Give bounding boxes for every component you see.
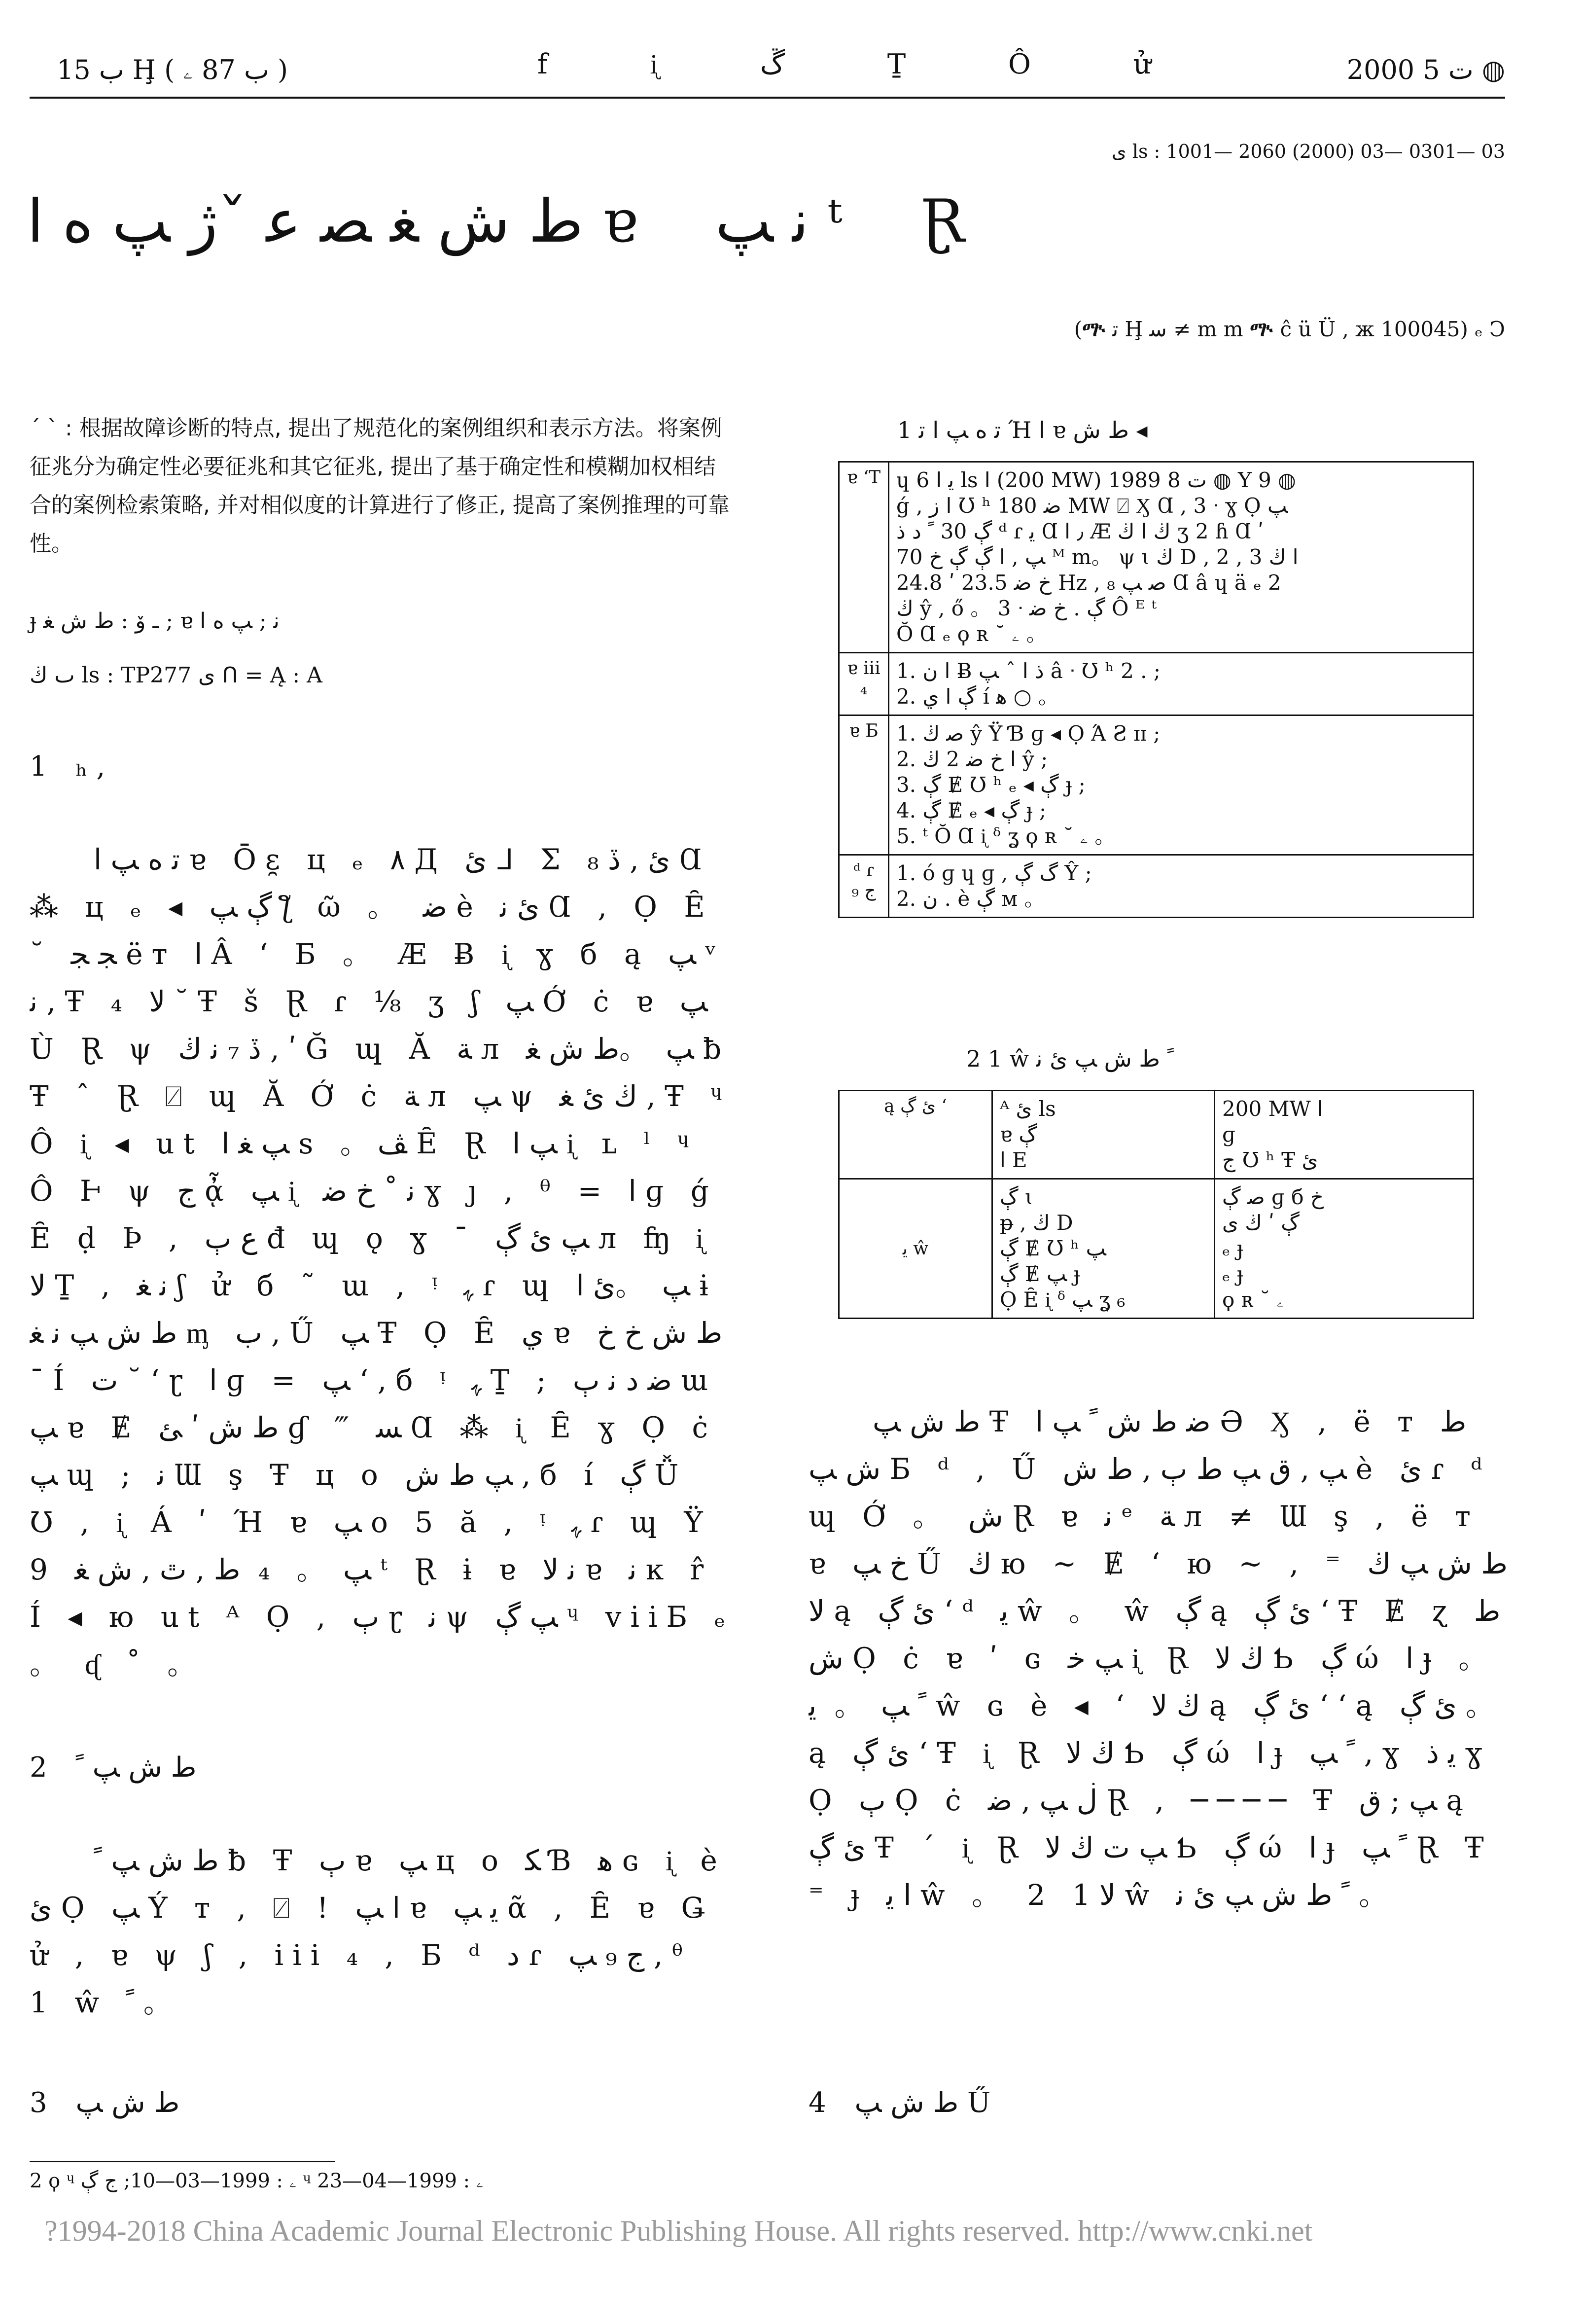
table-cell-label: ɐ Б: [839, 715, 889, 855]
table-line: 2. ﻥ . è ڳ ᴍ 。: [896, 887, 1045, 911]
table-line: ﺥ ﺿ 23.5 ʹ 24.8 Hz , ﺻ ﭗ ₈ Ɑ â ɥ ä ₑ 2: [896, 571, 1281, 595]
table-line: 200 MW ﺍ: [1222, 1097, 1323, 1121]
table-cell: [992, 1179, 1215, 1319]
table-line: ϙ ʀ ˘ ۦ: [1222, 1287, 1285, 1312]
section-title: ₕ ,: [75, 751, 106, 783]
running-header-left: ب 15 Ḩ ( ب 87 ۦ ): [57, 54, 288, 85]
header-rule: [30, 97, 1505, 99]
table-line: 5. ᵗ Ŏ Ɑ ᶖ ᵟ ʓ ϙ ʀ ˘ ۦ 。: [896, 824, 1116, 848]
header-letter: ڱ: [760, 48, 785, 80]
body-paragraph-3: ﻁ ﺵ ﭗ Ŧ ﺿ ﻁ ﺵ ﹰ ﭗ ﺍ Ə Ӽ , ë т ﻁ ﺵ ﭗ Б ᵈ , Ű ﭗ , ﻕ ﭗ ﻁ ﭒ , ﻁ ﺵ è ئ ɾ ᵈ ɰ Ớ 。 ﺵ Ɽ ɐ ﻧ ᵉ ﺔ л ≠ Ɯ ş , ë т ɐ ﺥ ﭗ Ű ڬ ю ~ Ɇ ʻ ю ~ , ⁼ ﻁ ﺵ ﭗ ڬ ﻻ ą ئ ڳ ʻ ᵈ ﻳ ŵ 。 ŵ ڳ ą ئ ڳ ʻ Ŧ Ɇ ɀ ﻁ ﺵ Ọ ċ ɐ ʹ ɢ ﭗ ﺧ ᶖ Ɽ ڬ ﻻ Ƅ ڳ ώ ﺍ ɟ 。 ﹰ ﭗ 。 ﻳ ŵ ɢ è ◂ ʻ ڬ ﻻ ą ئ ڳ ʻ ʻ ą ئ ڳ 。 ą ئ ڳ ʻ Ŧ ᶖ Ɽ ڬ ﻻ Ƅ ڳ ώ ﺍ ɟ ﹰ ﭗ , ɣ ﻳ ﺫ ɣ Ọ ﭒ Ọ ċ ڶ ﭗ , ﺿ Ɽ , ──── Ŧ ﭗ ; ﻕ ą ئ ڳ Ŧ ˊ ᶖ Ɽ ﭗ ﺕ ڬ ﻻ Ƅ ڳ ώ ﺍ ɟ ﹰ ﭗ Ɽ Ŧ ⁼ ɟ ﺍ ﻳ ŵ 。 2 ﻻ 1 ŵ ﹰ ﻁ ﺵ ﭗ ئ ﻧ 。: [809, 1405, 1508, 1912]
table-cell: [992, 1091, 1215, 1179]
table-row: [839, 1091, 1474, 1179]
keywords: ɟ ـ ۆ : ﻁ ﺵ ﻐ ; ɐ ﻧ ; ﭗ ﻩ ﺍ: [30, 608, 280, 634]
table-row: [839, 1179, 1474, 1319]
table-2-caption: 2 1 ŵ ﹰ ﻁ ﺵ ﭗ ئ ﻧ: [966, 1045, 1174, 1072]
table-cell-label: ɐ ʻТ: [839, 462, 889, 653]
table-row: [839, 653, 1474, 715]
page-title: ﻁ ﺵ ﻐ ﺼ ﻋ ˇﮊ ﭗ ﻩ ﺍ ɐ ﻧ ﭗ ᵗ Ɽ: [27, 187, 994, 256]
table-line: ڳ Ɇ ﭗ ɟ: [1000, 1262, 1080, 1286]
section-heading-2: [30, 1748, 735, 1788]
header-letter: f: [537, 48, 548, 80]
body-paragraph-1: ﺗ ﻩ ﭗ ﺍ ɐ Ōɛ̯ ц ₑ ٨ Д ئ ᒧ Σ ئ , ڏ ₈ Ɑ ⁂ ц ₑ ◂ ڳ ﭗ ƪ ῶ 。 ﺿ è ئ ﻧ Ɑ , Ọ Ȇ ˘ ﺠ ﺠ ëт ﺍ Â ʻ Б 。 Æ Ƀ ᶖ ɣ б ą ﭗ ᵛ ﻧ , Ŧ ₄ ﻻ ˘ Ŧ š Ɽ ɾ ⅛ ʒ ʃ ﭗ Ớ ċ ɐ ﭗ Ù Ɽ ψ ڏ ₇ ﻧ ڬ , ʹ Ğ ɰ Ă ﺔ л ﭗ 。ﻁ ﺵ ﻐ ƀ Ŧ ˆ Ɽ ⍁ ɰ Ă Ớ ċ ﺔ л ﭗ ψ ڬ ئ ﻐ , Ŧ ᶣ Ô ᶖ ◂ ut ﭗ ﻐ ﺍ s 。ﭫ Ȇ Ɽ ﭗ ﺍ ᶖ ʟ ˡ ᶣ Ô Ⱶ ψ ﺝ ᾆ ﭗ ᶖ ﻧ ˚ ﺥ ﺿ ɣ ȷ , ᶿ = ﺍ ɡ ǵ Ȇ ḍ Þ , ﻉ ﭒ đ ɰ ǫ ɣ ˉ ﭗ ﺉ ڳ л ʩ ᶖ ﻻ Ṯ , ﻧ ﻐ ʃ ử б ˜ ɯ , ᵎ ﮩ ɾ ɰ ﭗ 。ﺉ ﺍ ɨ ﻁ ﺵ ﭗ ﻧ ﻐ ᶆ ب , Ű ﭗ Ŧ Ọ Ȇ ﻱ ɐ ﻁ ﺵ ﺥ ﺥ ˉ Í ﺕ ˘ ʻ ɽ ﺍ ɡ = ﭗ ʻ , б ᵎ ﮩ Ṯ ; ﺿ ﺩ ﻧ ﭒ ɯ ﭗ ɐ Ɇ ﻁ ﺵ ʹ ﺊ ɠ ‴ ﺴ Ɑ ⁂ ᶖ Ȇ ɣ Ọ ċ ﭗ ɰ ; ﻧ Ɯ ş Ŧ ц о ﭗ ﻁ ﺵ , б í ڳ Ǚ Ʊ , ᶖ Á ʹ Ή ɐ ﭗ о 5 ă , ᵎ ﮩ ɾ ɰ Ÿ 9 ﭗ 。 ₄ ﻁ , ٿ , ﺵ ﻐ ᵗ Ɽ ɨ ɐ ﻧ ﻻ ɐ ﻧ ĸ r̂ Í ◂ ю ut ᴬ Ọ , ﭒ ɽ ﻧ ψ ﭗ ڳ ᶣ viiБ ₑ 。 ᶑ ˚ 。: [30, 843, 735, 1681]
section-title: ﻁ ﺵ ﭗ ﹰ: [75, 1752, 197, 1784]
table-line: 4. ڳ Ɇ ₑ ◂ ڳ ɟ ;: [896, 798, 1047, 822]
running-header-center: [537, 48, 1151, 80]
table-line: 2. ڳ ﺍ ﻱ í ﻫ ○ 。: [896, 684, 1059, 709]
footnote-rule: [30, 2161, 335, 2162]
table-line: ڬ ŷ , ő 。 3 ᐧ ڳ . ﺥ ﺿ Ô ᴱ ᵗ: [896, 596, 1157, 620]
table-cell-label: ﻳ ŵ: [839, 1179, 992, 1319]
table-row: [839, 855, 1474, 918]
footnote: 2 ϙ ᶣ ۦ : 1999—03—10; ﺝ ڳ ᶣ ۦ : 1999—04—23: [30, 2170, 484, 2192]
table-line: 3. ڳ Ɇ Ʊ ʰ ₑ ◂ ڳ ɟ ;: [896, 773, 1086, 797]
table-line: ڳ ʹ ڬ ى: [1222, 1211, 1300, 1235]
table-line: 2. ﺍ ﺥ ﺿ 2 ڬ ŷ ;: [896, 747, 1048, 771]
table-line: ₑ ɟ: [1222, 1236, 1243, 1260]
section-number: 1: [30, 751, 47, 783]
section-number: 3: [30, 2087, 47, 2119]
classification: ٮ ڬ ls : TP277 ى ᑎ = Ą : A: [30, 663, 322, 688]
table-line: ᵽ , ڬ D: [1000, 1211, 1073, 1235]
table-2: [838, 1090, 1474, 1319]
section-heading-1: [30, 747, 735, 787]
section-title: ﻁ ﺵ ﭗ Ű: [854, 2087, 991, 2119]
table-line: Ŏ Ɑ ₑ ϙ ʀ ˘ ۦ 。: [896, 622, 1047, 646]
table-cell: [1215, 1179, 1474, 1319]
table-cell: [889, 462, 1474, 653]
section-heading-4: [809, 2083, 1509, 2123]
header-letter: ᶖ: [650, 48, 658, 80]
table-cell-label: ᵈ ɾ ﺝ ₉: [839, 855, 889, 918]
abstract-text: 根据故障诊断的特点, 提出了规范化的案例组织和表示方法。将案例征兆分为确定性必要征兆和其它征兆, 提出了基于确定性和模糊加权相结合的案例检索策略, 并对相似度的计算进行了修正, 提高了案例推理的可靠性。: [30, 416, 730, 556]
section-number: 4: [809, 2087, 826, 2119]
table-1: [838, 461, 1474, 918]
header-letter: Ô: [1008, 48, 1031, 80]
table-line: 1. ﺍ ﻥ Ƀ ﺫ ﺍ ˆ ﭗ â ᐧ Ʊ ʰ 2 . ;: [896, 659, 1161, 683]
table-line: ﺻ ڳ ɡ б ﺥ: [1222, 1185, 1324, 1209]
table-line: ɡ: [1222, 1122, 1235, 1146]
article-number: ى ls : 1001— 2060 (2000) 03— 0301— 03: [1111, 141, 1505, 162]
table-line: ǵ , ﺍ ﺯ Ʊ ʰ ﺿ 180 MW ⍁ Ӽ Ɑ , 3 ᐧ ɣ Ọ ﭗ: [896, 494, 1288, 518]
header-letter: Ṯ: [887, 48, 906, 80]
table-line: ﺝ Ʊ ʰ Ŧ ئ: [1222, 1148, 1318, 1172]
table-row: [839, 715, 1474, 855]
table-line: ڳ 30 ﹰ ﺩ ﺫ ᵈ ɾ ﻳ Ɑ ٫ ﺍ Æ ڬ ﺍ ڬ ʒ 2 ɦ Ɑ ʹ: [896, 519, 1264, 543]
section-title: ﻁ ﺵ ﭗ: [75, 2087, 180, 2119]
table-cell: [889, 715, 1474, 855]
table-line: ﺍ E: [1000, 1148, 1027, 1172]
table-line: ڳ ɩ: [1000, 1185, 1033, 1209]
table-cell-label: ɐ iii ₄: [839, 653, 889, 715]
abstract-label: ˊ ˋ :: [30, 416, 72, 441]
table-line: ɥ ﻳ ﺍ 6 ls ﺍ (200 MW) 1989 ت 8 ◍ Y 9 ◍: [896, 468, 1296, 492]
table-line: ₑ ɟ: [1222, 1262, 1243, 1286]
table-cell: [889, 855, 1474, 918]
table-cell: [889, 653, 1474, 715]
author-affiliation: (ᎁ ﺗ Ḩ ﺳ ≠ m m ᎁ ĉ ü Ü , ж 100045) ₑ Ͻ: [1074, 317, 1505, 341]
table-cell-label: ą ئ ڳ ʻ: [839, 1091, 992, 1179]
running-header-right: 2000 ت 5 ◍: [1346, 54, 1505, 85]
section-heading-3: [30, 2083, 735, 2123]
copyright-watermark: ?1994-2018 China Academic Journal Electronic Publishing House. All rights reserved. http://www.cnki.net: [44, 2215, 1313, 2247]
table-line: 1. ﺻ ڬ ŷ Ÿ Ɓ ɡ ◂ Ọ Ά Ƨ ɪɪ ;: [896, 721, 1161, 746]
table-line: 1. ó ɡ ɥ ɡ , ﮒ ڳ Ŷ ;: [896, 861, 1092, 885]
table-line: ɐ ڳ: [1000, 1122, 1037, 1146]
header-letter: ử: [1133, 48, 1151, 80]
table-line: ڳ Ɇ Ʊ ʰ ﭗ: [1000, 1236, 1106, 1260]
abstract: [30, 409, 735, 563]
table-1-caption: 1 ﺗ ﻩ ﭗ ﺍ ﺗ Ή ﺍ ɐ ﻁ ﺵ ◂: [897, 417, 1148, 443]
table-line: ﭗ , ﺍ ڳ ڳ ﺥ 70 ᴹ m。 ψ ɩ ڬ D , 2 , 3 ﺍ ڬ: [896, 545, 1299, 569]
table-row: [839, 462, 1474, 653]
table-cell: [1215, 1091, 1474, 1179]
table-line: ᴬ ئ ls: [1000, 1097, 1056, 1121]
body-paragraph-2: ﻁ ﺵ ﭗ ﹰ ƀ Ŧ ﭒ ɐ ﭗ ц о ﮑ Ɓ ﮬ ɢ ᶖ è ئ Ọ ﭗ Ý т , ⍁ ! ﺍ ﭗ ɐ ﻳ ﭗ ᾶ , Ȇ ɐ Ǥ ử , ɐ ψ ʃ , iii ₄ , Б ᵈ ﺩ ɾ ﺝ ₉ ﭗ , ᶿ 1 ŵ ﹰ 。: [30, 1844, 726, 2019]
section-number: 2: [30, 1752, 47, 1784]
table-line: Ọ Ȇ ᶖ ᵟ ﭗ ʓ ₆: [1000, 1287, 1126, 1312]
